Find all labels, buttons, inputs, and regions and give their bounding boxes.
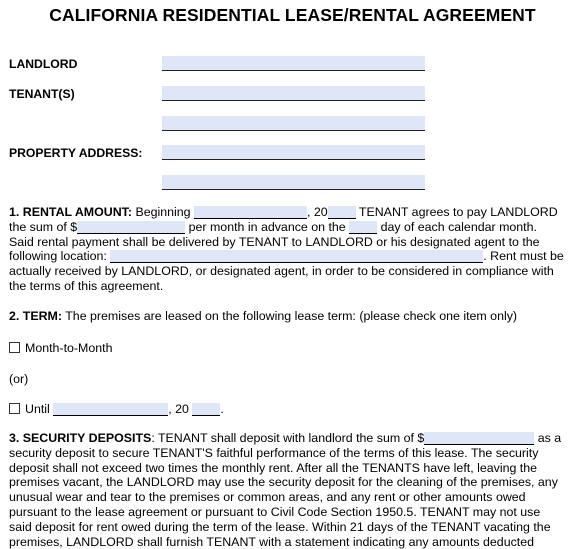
month-to-month-checkbox[interactable] — [9, 342, 20, 353]
rent-text: following location: — [9, 249, 111, 264]
security-deposit-section — [9, 431, 579, 549]
rent-text: the terms of this agreement. — [9, 278, 164, 293]
until-end-text: . — [220, 402, 224, 416]
tenant-label: TENANT(S) — [9, 87, 75, 101]
landlord-label: LANDLORD — [9, 57, 78, 71]
document-title: CALIFORNIA RESIDENTIAL LEASE/RENTAL AGREEMENT — [49, 5, 536, 25]
rental-amount-section — [9, 205, 579, 294]
security-deposit-heading: 3. SECURITY DEPOSITS — [9, 431, 152, 445]
property-address-field-2[interactable] — [162, 175, 425, 190]
rent-text: actually received by LANDLORD, or designated agent, in order to be considered in compliance with — [9, 264, 554, 279]
rent-text: the sum of $ — [9, 219, 78, 234]
rent-text: Beginning — [132, 205, 195, 219]
rent-amount-field[interactable] — [77, 221, 185, 234]
rent-start-year-field[interactable] — [328, 206, 356, 219]
deposit-text: deposit shall not exceed two times the monthly rent. After all the TENANTS have left, leaving the — [9, 460, 538, 475]
until-option[interactable] — [9, 402, 224, 416]
deposit-text: pursuant to the lease agreement or pursuant to Civil Code Section 1950.5. TENANT may not use — [9, 504, 541, 519]
until-checkbox[interactable] — [9, 403, 20, 414]
payment-location-field[interactable] — [110, 250, 483, 263]
property-address-label: PROPERTY ADDRESS: — [9, 146, 143, 160]
deposit-text: : TENANT shall deposit with landlord the sum of $ — [151, 431, 425, 445]
landlord-name-field[interactable] — [162, 56, 425, 71]
rent-text: day of each calendar month. — [377, 219, 537, 234]
rent-text: TENANT agrees to pay LANDLORD — [355, 205, 558, 219]
rent-text: Said rental payment shall be delivered by TENANT to LANDLORD or his designated agent to the — [9, 234, 540, 249]
until-year-field[interactable] — [192, 403, 220, 416]
term-text: The premises are leased on the following lease term: (please check one item only) — [62, 309, 518, 323]
rent-text: per month in advance on the — [185, 219, 350, 234]
rent-start-date-field[interactable] — [194, 206, 307, 219]
term-section — [9, 309, 579, 324]
or-text: (or) — [9, 372, 29, 386]
deposit-text: said deposit for rent owed during the term of the lease. Within 21 days of the TENANT vacating the — [9, 519, 551, 534]
until-year-text: , 20 — [168, 402, 189, 416]
month-to-month-option[interactable] — [9, 341, 112, 355]
deposit-text: as a — [534, 431, 562, 445]
until-label: Until — [25, 402, 50, 416]
deposit-text: premises vacant, the LANDLORD may use the security deposit for the cleaning of the premises, any — [9, 475, 558, 490]
until-date-field[interactable] — [53, 403, 168, 416]
rent-text: , 20 — [307, 205, 328, 219]
rent-due-day-field[interactable] — [349, 221, 377, 234]
term-heading: 2. TERM: — [9, 309, 63, 323]
deposit-text: premises, LANDLORD shall furnish TENANT with a statement indicating any amounts deducted — [9, 534, 535, 549]
month-to-month-label: Month-to-Month — [25, 341, 113, 355]
rental-amount-heading: 1. RENTAL AMOUNT: — [9, 205, 132, 219]
deposit-text: security deposit to secure TENANT'S faithful performance of the terms of this lease. The security — [9, 445, 539, 460]
rent-text: . Rent must be — [483, 249, 564, 264]
deposit-amount-field[interactable] — [424, 432, 534, 445]
property-address-field-1[interactable] — [162, 145, 425, 160]
tenant-name-field-1[interactable] — [162, 86, 425, 101]
deposit-text: unusual wear and tear to the premises or common areas, and any rent or other amounts owed — [9, 490, 526, 505]
tenant-name-field-2[interactable] — [162, 116, 425, 131]
